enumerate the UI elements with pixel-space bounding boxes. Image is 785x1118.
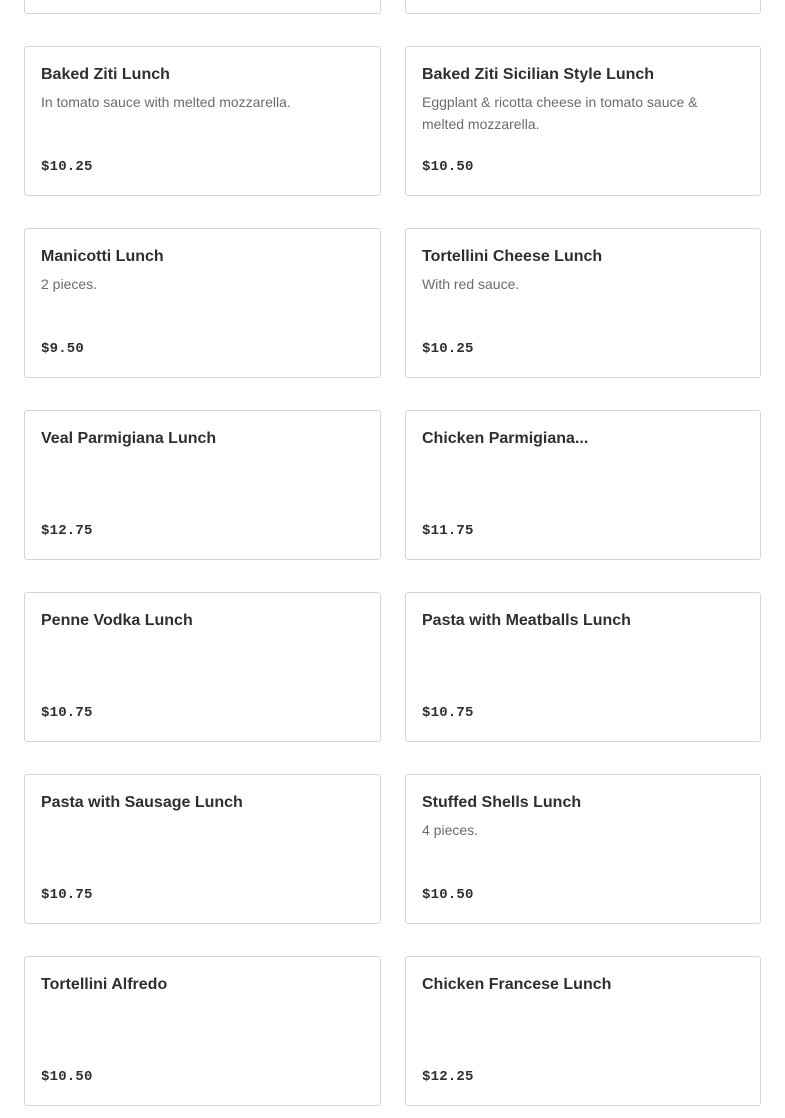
item-price: $10.25 (422, 341, 474, 357)
menu-item-card[interactable] (405, 592, 761, 742)
item-name: Pasta with Sausage Lunch (41, 794, 243, 811)
menu-item-card[interactable] (24, 774, 381, 924)
item-price: $11.75 (422, 523, 474, 539)
menu-item-card[interactable] (24, 228, 381, 378)
menu-item-card[interactable] (405, 46, 761, 196)
item-price: $12.75 (41, 523, 93, 539)
item-price: $10.50 (41, 1069, 93, 1085)
item-description: Eggplant & ricotta cheese in tomato sauce & melted mozzarella. (422, 94, 698, 132)
item-name: Tortellini Alfredo (41, 976, 168, 993)
item-name: Veal Parmigiana Lunch (41, 430, 217, 447)
menu-item-grid (24, 0, 761, 1106)
item-price: $10.75 (41, 887, 93, 903)
item-name: Tortellini Cheese Lunch (422, 248, 603, 265)
item-name: Stuffed Shells Lunch (422, 794, 582, 811)
menu-item-card[interactable] (24, 956, 381, 1106)
item-price: $9.50 (41, 341, 85, 357)
item-name: Penne Vodka Lunch (41, 612, 193, 629)
menu-item-card[interactable] (24, 410, 381, 560)
item-name: Baked Ziti Sicilian Style Lunch (422, 66, 655, 83)
item-price: $10.75 (41, 705, 93, 721)
item-price: $10.50 (422, 159, 474, 175)
item-description: In tomato sauce with melted mozzarella. (41, 94, 291, 110)
menu-item-card[interactable] (405, 0, 761, 14)
item-price: $10.50 (422, 887, 474, 903)
item-name: Manicotti Lunch (41, 248, 164, 265)
item-description: With red sauce. (422, 276, 520, 292)
item-name: Chicken Francese Lunch (422, 976, 612, 993)
item-name: Pasta with Meatballs Lunch (422, 612, 631, 629)
item-price: $10.25 (41, 159, 93, 175)
item-name: Baked Ziti Lunch (41, 66, 170, 83)
menu-item-card[interactable] (24, 46, 381, 196)
item-price: $10.75 (422, 705, 474, 721)
item-name: Chicken Parmigiana... (422, 430, 589, 447)
menu-item-card[interactable] (405, 228, 761, 378)
item-price: $12.25 (422, 1069, 474, 1085)
menu-item-card[interactable] (405, 410, 761, 560)
menu-item-card[interactable] (24, 0, 381, 14)
menu-item-card[interactable] (405, 956, 761, 1106)
item-description: 4 pieces. (422, 822, 479, 838)
item-description: 2 pieces. (41, 276, 98, 292)
menu-item-card[interactable] (24, 592, 381, 742)
menu-item-card[interactable] (405, 774, 761, 924)
